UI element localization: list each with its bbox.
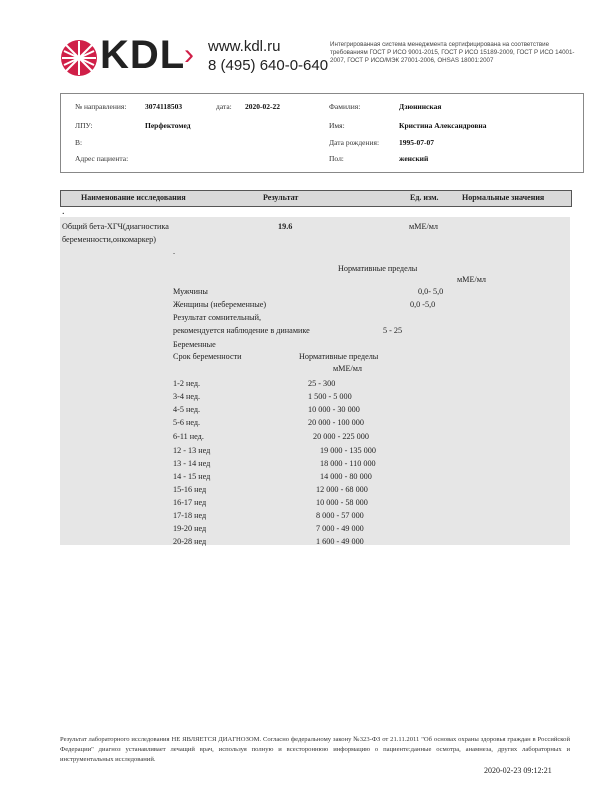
- ref-units: мМЕ/мл: [457, 275, 487, 284]
- test-name-line1: Общий бета-ХГЧ(диагностика: [62, 222, 169, 231]
- doubtful-value: 5 - 25: [383, 326, 403, 335]
- range-row: 25 - 300: [308, 379, 336, 388]
- name-label: Имя:: [329, 121, 345, 130]
- term-row: 17-18 нед: [173, 511, 207, 520]
- surname-label: Фамилия:: [329, 102, 361, 111]
- range-row: 1 500 - 5 000: [308, 392, 352, 401]
- women-value: 0,0 -5,0: [410, 300, 436, 309]
- norm-units: мМЕ/мл: [333, 364, 363, 373]
- date-value: 2020-02-22: [245, 102, 280, 111]
- lpu-label: ЛПУ:: [75, 121, 93, 130]
- ref-title: Нормативные пределы: [338, 264, 418, 273]
- v-label: В:: [75, 138, 83, 147]
- lpu-value: Перфектомед: [145, 121, 191, 130]
- site-url[interactable]: www.kdl.ru: [208, 38, 281, 55]
- term-row: 16-17 нед: [173, 498, 207, 507]
- test-result: 19.6: [278, 222, 293, 231]
- brand-chevron-icon: ›: [184, 38, 194, 71]
- men-label: Мужчины: [173, 287, 208, 296]
- term-row: 4-5 нед.: [173, 405, 201, 414]
- range-row: 19 000 - 135 000: [320, 446, 376, 455]
- results-table-header: [60, 190, 572, 207]
- term-row: 12 - 13 нед: [173, 446, 211, 455]
- range-row: 20 000 - 100 000: [308, 418, 364, 427]
- norm-column: Нормативные пределы: [299, 352, 379, 361]
- patient-info-box: [60, 93, 584, 173]
- ref-dot: .: [173, 247, 176, 256]
- report-timestamp: 2020-02-23 09:12:21: [484, 766, 552, 775]
- phone-number: 8 (495) 640-0-640: [208, 57, 329, 74]
- range-row: 1 600 - 49 000: [316, 537, 364, 546]
- test-units: мМЕ/мл: [409, 222, 439, 231]
- sex-value: женский: [399, 154, 429, 163]
- term-row: 19-20 нед: [173, 524, 207, 533]
- address-label: Адрес пациента:: [75, 154, 129, 163]
- certification-text: Интегрированная система менеджмента сертифицирована на соответствие требованиям ГОСТ Р ИСО 9001-2015, ГОСТ Р ИСО 15189-2009, ГОСТ Р ИСО 14001-2007, ГОСТ Р ИСО/МЭК 27001-2006, OHSAS 18001:2007: [330, 41, 575, 64]
- term-row: 13 - 14 нед: [173, 459, 211, 468]
- col-units: Ед. изм.: [410, 193, 439, 202]
- term-row: 6-11 нед.: [173, 432, 204, 441]
- brand-name: KDL: [100, 33, 186, 77]
- pregnant-label: Беременные: [173, 340, 216, 349]
- row-marker: .: [62, 206, 65, 217]
- sex-label: Пол:: [329, 154, 344, 163]
- range-row: 10 000 - 30 000: [308, 405, 360, 414]
- range-row: 8 000 - 57 000: [316, 511, 364, 520]
- range-row: 14 000 - 80 000: [320, 472, 372, 481]
- term-row: 20-28 нед: [173, 537, 207, 546]
- men-value: 0,0- 5,0: [418, 287, 444, 296]
- kdl-logo-icon: [60, 39, 98, 77]
- name-value: Кристина Александровна: [399, 121, 487, 130]
- term-row: 5-6 нед.: [173, 418, 201, 427]
- birth-label: Дата рождения:: [329, 138, 380, 147]
- disclaimer-text: Результат лабораторного исследования НЕ ЯВЛЯЕТСЯ ДИАГНОЗОМ. Согласно федеральному закону №323-ФЗ от 21.11.2011 "Об основах охраны здоровья граждан в Российской Федерации" диагноз устанавливает лечащий врач, используя полную и всестороннюю информацию о пациенте:данные осмотра, анамнеза, других лабораторных и инструментальных исследований.: [60, 736, 570, 763]
- women-label: Женщины (небеременные): [173, 300, 267, 309]
- doubtful-line1: Результат сомнительный,: [173, 313, 262, 322]
- range-row: 12 000 - 68 000: [316, 485, 368, 494]
- term-row: 1-2 нед.: [173, 379, 201, 388]
- referral-label: № направления:: [75, 102, 127, 111]
- range-row: 7 000 - 49 000: [316, 524, 364, 533]
- birth-value: 1995-07-07: [399, 138, 434, 147]
- date-label: дата:: [216, 102, 232, 111]
- col-name: Наименование исследования: [81, 193, 186, 202]
- test-name-line2: беременности,онкомаркер): [62, 235, 156, 244]
- range-row: 10 000 - 58 000: [316, 498, 368, 507]
- term-row: 14 - 15 нед: [173, 472, 211, 481]
- col-result: Результат: [263, 193, 299, 202]
- term-column: Срок беременности: [173, 352, 242, 361]
- range-row: 18 000 - 110 000: [320, 459, 376, 468]
- surname-value: Дзюнинская: [399, 102, 442, 111]
- term-row: 15-16 нед: [173, 485, 207, 494]
- term-row: 3-4 нед.: [173, 392, 201, 401]
- referral-value: 3074118503: [145, 102, 183, 111]
- range-row: 20 000 - 225 000: [313, 432, 369, 441]
- col-norm: Нормальные значения: [462, 193, 545, 202]
- doubtful-line2: рекомендуется наблюдение в динамике: [173, 326, 310, 335]
